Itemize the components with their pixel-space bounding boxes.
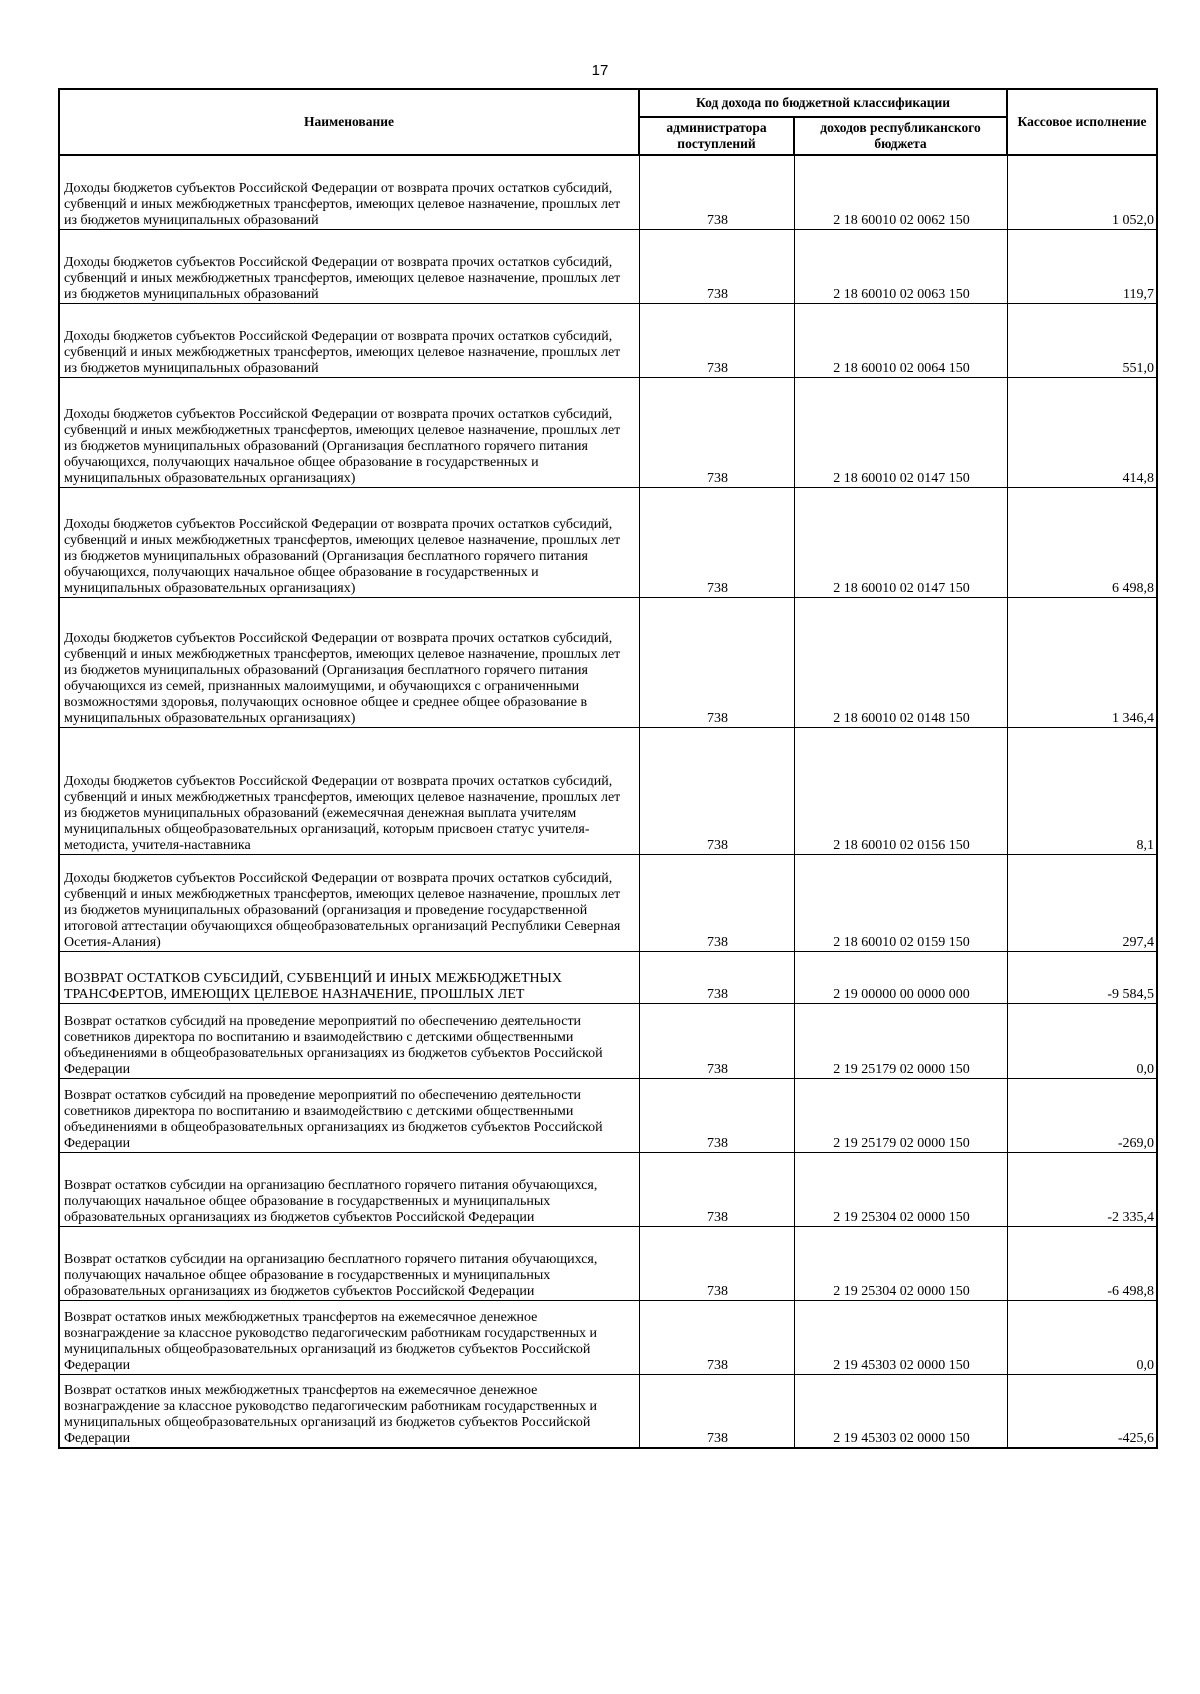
table-header — [59, 89, 1157, 155]
row-name: Доходы бюджетов субъектов Российской Федерации от возврата прочих остатков субсидий, субвенций и иных межбюджетных трансфертов, имеющих целевое назначение, прошлых лет из бюджетов муниципальных образований — [59, 229, 639, 303]
row-execution-amount: -9 584,5 — [1007, 951, 1157, 1003]
row-name: Доходы бюджетов субъектов Российской Федерации от возврата прочих остатков субсидий, субвенций и иных межбюджетных трансфертов, имеющих целевое назначение, прошлых лет из бюджетов муниципальных образований — [59, 303, 639, 377]
row-name: Возврат остатков иных межбюджетных трансфертов на ежемесячное денежное вознаграждение за классное руководство педагогическим работникам государственных и муниципальных общеобразовательных организаций из бюджетов субъектов Российской Федерации — [59, 1374, 639, 1448]
table-row — [59, 1226, 1157, 1300]
row-name: Возврат остатков иных межбюджетных трансфертов на ежемесячное денежное вознаграждение за классное руководство педагогическим работникам государственных и муниципальных общеобразовательных организаций из бюджетов субъектов Российской Федерации — [59, 1300, 639, 1374]
row-income-code: 2 19 00000 00 0000 000 — [794, 951, 1007, 1003]
row-execution-amount: 0,0 — [1007, 1300, 1157, 1374]
row-income-code: 2 18 60010 02 0148 150 — [794, 597, 1007, 727]
row-execution-amount: 551,0 — [1007, 303, 1157, 377]
table-row — [59, 303, 1157, 377]
row-execution-amount: -425,6 — [1007, 1374, 1157, 1448]
row-income-code: 2 19 45303 02 0000 150 — [794, 1300, 1007, 1374]
row-name: Возврат остатков субсидий на проведение мероприятий по обеспечению деятельности советников директора по воспитанию и взаимодействию с детскими общественными объединениями в общеобразовательных организациях из бюджетов субъектов Российской Федерации — [59, 1078, 639, 1152]
header-exec: Кассовое исполнение — [1007, 89, 1157, 155]
row-admin-code: 738 — [639, 1374, 794, 1448]
header-name: Наименование — [59, 89, 639, 155]
row-execution-amount: 297,4 — [1007, 854, 1157, 951]
table-row — [59, 1374, 1157, 1448]
row-execution-amount: 414,8 — [1007, 377, 1157, 487]
row-name: Возврат остатков субсидии на организацию бесплатного горячего питания обучающихся, получающих начальное общее образование в государственных и муниципальных образовательных организациях из бюджетов субъектов Российской Федерации — [59, 1226, 639, 1300]
row-name: Доходы бюджетов субъектов Российской Федерации от возврата прочих остатков субсидий, субвенций и иных межбюджетных трансфертов, имеющих целевое назначение, прошлых лет из бюджетов муниципальных образований (Организация бесплатного горячего питания обучающихся, получающих начальное общее образование в государственных и муниципальных образовательных организациях) — [59, 487, 639, 597]
row-income-code: 2 18 60010 02 0062 150 — [794, 155, 1007, 229]
row-admin-code: 738 — [639, 1078, 794, 1152]
row-income-code: 2 19 45303 02 0000 150 — [794, 1374, 1007, 1448]
row-execution-amount: -269,0 — [1007, 1078, 1157, 1152]
row-admin-code: 738 — [639, 1226, 794, 1300]
header-admin: администратора поступлений — [639, 117, 794, 155]
row-name: Доходы бюджетов субъектов Российской Федерации от возврата прочих остатков субсидий, субвенций и иных межбюджетных трансфертов, имеющих целевое назначение, прошлых лет из бюджетов муниципальных образований (организация и проведение государственной итоговой аттестации обучающихся общеобразовательных организаций Республики Северная Осетия-Алания) — [59, 854, 639, 951]
table-row — [59, 377, 1157, 487]
row-name: Возврат остатков субсидий на проведение мероприятий по обеспечению деятельности советников директора по воспитанию и взаимодействию с детскими общественными объединениями в общеобразовательных организациях из бюджетов субъектов Российской Федерации — [59, 1003, 639, 1078]
table-row — [59, 1003, 1157, 1078]
row-admin-code: 738 — [639, 727, 794, 854]
row-admin-code: 738 — [639, 155, 794, 229]
row-execution-amount: -6 498,8 — [1007, 1226, 1157, 1300]
budget-table — [58, 88, 1158, 1449]
row-execution-amount: 119,7 — [1007, 229, 1157, 303]
row-execution-amount: 0,0 — [1007, 1003, 1157, 1078]
header-code-group: Код дохода по бюджетной классификации — [639, 89, 1007, 117]
table-row — [59, 155, 1157, 229]
row-income-code: 2 18 60010 02 0159 150 — [794, 854, 1007, 951]
table-row — [59, 727, 1157, 854]
table-row — [59, 1078, 1157, 1152]
row-income-code: 2 18 60010 02 0147 150 — [794, 377, 1007, 487]
row-execution-amount: 6 498,8 — [1007, 487, 1157, 597]
table-row — [59, 487, 1157, 597]
row-name: Доходы бюджетов субъектов Российской Федерации от возврата прочих остатков субсидий, субвенций и иных межбюджетных трансфертов, имеющих целевое назначение, прошлых лет из бюджетов муниципальных образований (ежемесячная денежная выплата учителям муниципальных общеобразовательных организаций, которым присвоен статус учителя-методиста, учителя-наставника — [59, 727, 639, 854]
table-row — [59, 597, 1157, 727]
row-income-code: 2 18 60010 02 0156 150 — [794, 727, 1007, 854]
table-body — [59, 155, 1157, 1448]
row-name: Доходы бюджетов субъектов Российской Федерации от возврата прочих остатков субсидий, субвенций и иных межбюджетных трансфертов, имеющих целевое назначение, прошлых лет из бюджетов муниципальных образований — [59, 155, 639, 229]
row-name: Доходы бюджетов субъектов Российской Федерации от возврата прочих остатков субсидий, субвенций и иных межбюджетных трансфертов, имеющих целевое назначение, прошлых лет из бюджетов муниципальных образований (Организация бесплатного горячего питания обучающихся, получающих начальное общее образование в государственных и муниципальных образовательных организациях) — [59, 377, 639, 487]
row-income-code: 2 19 25179 02 0000 150 — [794, 1078, 1007, 1152]
row-admin-code: 738 — [639, 1003, 794, 1078]
row-admin-code: 738 — [639, 1300, 794, 1374]
row-execution-amount: 8,1 — [1007, 727, 1157, 854]
row-admin-code: 738 — [639, 377, 794, 487]
row-income-code: 2 18 60010 02 0064 150 — [794, 303, 1007, 377]
header-income: доходов республиканского бюджета — [794, 117, 1007, 155]
row-admin-code: 738 — [639, 303, 794, 377]
table-row — [59, 854, 1157, 951]
row-income-code: 2 19 25304 02 0000 150 — [794, 1152, 1007, 1226]
row-name: ВОЗВРАТ ОСТАТКОВ СУБСИДИЙ, СУБВЕНЦИЙ И ИНЫХ МЕЖБЮДЖЕТНЫХ ТРАНСФЕРТОВ, ИМЕЮЩИХ ЦЕЛЕВОЕ НАЗНАЧЕНИЕ, ПРОШЛЫХ ЛЕТ — [59, 951, 639, 1003]
table-row — [59, 1152, 1157, 1226]
row-admin-code: 738 — [639, 951, 794, 1003]
row-admin-code: 738 — [639, 854, 794, 951]
row-name: Доходы бюджетов субъектов Российской Федерации от возврата прочих остатков субсидий, субвенций и иных межбюджетных трансфертов, имеющих целевое назначение, прошлых лет из бюджетов муниципальных образований (Организация бесплатного горячего питания обучающихся из семей, признанных малоимущими, и обучающихся с ограниченными возможностями здоровья, получающих основное общее и среднее общее образование в муниципальных образовательных организациях) — [59, 597, 639, 727]
row-admin-code: 738 — [639, 1152, 794, 1226]
row-execution-amount: -2 335,4 — [1007, 1152, 1157, 1226]
row-income-code: 2 18 60010 02 0147 150 — [794, 487, 1007, 597]
table-row — [59, 1300, 1157, 1374]
table-row — [59, 951, 1157, 1003]
row-admin-code: 738 — [639, 229, 794, 303]
row-execution-amount: 1 346,4 — [1007, 597, 1157, 727]
row-name: Возврат остатков субсидии на организацию бесплатного горячего питания обучающихся, получающих начальное общее образование в государственных и муниципальных образовательных организациях из бюджетов субъектов Российской Федерации — [59, 1152, 639, 1226]
row-income-code: 2 19 25179 02 0000 150 — [794, 1003, 1007, 1078]
row-admin-code: 738 — [639, 487, 794, 597]
table-row — [59, 229, 1157, 303]
page-number: 17 — [591, 62, 609, 79]
row-income-code: 2 18 60010 02 0063 150 — [794, 229, 1007, 303]
row-admin-code: 738 — [639, 597, 794, 727]
row-income-code: 2 19 25304 02 0000 150 — [794, 1226, 1007, 1300]
row-execution-amount: 1 052,0 — [1007, 155, 1157, 229]
